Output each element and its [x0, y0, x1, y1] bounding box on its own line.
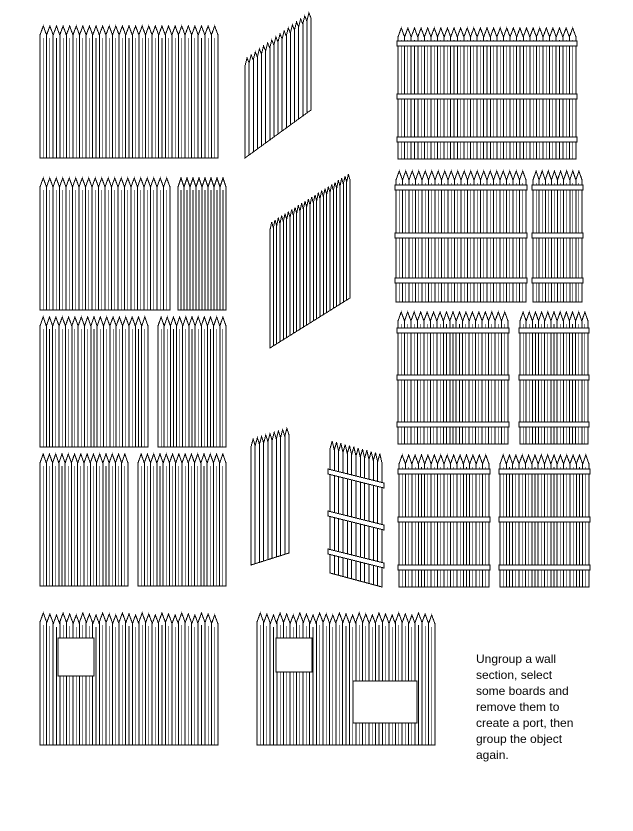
cross-rail — [519, 422, 589, 427]
cross-rail — [532, 233, 583, 238]
cross-rail — [397, 328, 509, 333]
cross-rail — [532, 278, 583, 283]
palisade-board — [278, 34, 282, 134]
cross-rail — [395, 278, 527, 283]
palisade-wall-rear-split — [532, 171, 583, 302]
palisade-board — [286, 28, 290, 128]
palisade-board — [299, 19, 303, 119]
palisade-wall-rear-split — [499, 455, 590, 587]
palisade-wall-split-two-sections — [40, 178, 170, 310]
palisade-wall-skewed — [328, 441, 384, 587]
palisade-board — [251, 439, 255, 565]
cross-rail — [499, 517, 590, 522]
instruction-line: create a port, then — [476, 716, 574, 730]
palisade-wall-split-two-sections — [40, 454, 128, 586]
cross-rail — [397, 375, 509, 380]
cross-rail — [397, 41, 577, 46]
palisade-wall-rear-split — [397, 312, 509, 444]
palisade-wall-rear-split — [398, 455, 490, 587]
palisade-wall-skewed — [251, 428, 289, 565]
palisade-board — [268, 434, 272, 560]
cross-rail — [398, 565, 490, 570]
palisade-board — [307, 13, 311, 113]
palisade-wall-rear-split — [519, 312, 589, 444]
instruction-line: some boards and — [476, 684, 569, 698]
palisade-board — [266, 43, 270, 143]
cross-rail — [395, 233, 527, 238]
port-opening — [353, 681, 417, 723]
cross-rail — [398, 517, 490, 522]
palisade-board — [282, 31, 286, 131]
cross-rail — [395, 185, 527, 190]
palisade-wall-split-two-sections — [138, 454, 226, 586]
cross-rail — [397, 422, 509, 427]
palisade-board — [295, 22, 299, 122]
palisade-board — [249, 55, 253, 155]
instruction-line: section, select — [476, 668, 553, 682]
cross-rail — [398, 469, 490, 474]
palisade-board — [281, 430, 285, 556]
palisade-board — [253, 52, 257, 152]
palisade-board — [276, 431, 280, 557]
cross-rail — [519, 375, 589, 380]
cross-rail — [397, 94, 577, 99]
palisade-wall-split-two-sections — [158, 317, 226, 447]
palisade-board — [259, 436, 263, 562]
palisade-board — [347, 174, 350, 300]
palisade-board — [245, 58, 249, 158]
palisade-wall-rear-with-rails — [397, 28, 577, 159]
palisade-wall-perspective — [270, 174, 350, 348]
palisade-wall-front — [40, 26, 218, 158]
palisade-wall-split-two-sections — [178, 178, 226, 310]
instruction-line: group the object — [476, 732, 563, 746]
palisade-wall-rear-split — [395, 171, 527, 302]
palisade-board — [285, 428, 289, 554]
palisade-wall-split-two-sections — [40, 317, 148, 447]
palisade-board — [262, 46, 266, 146]
cross-rail — [499, 565, 590, 570]
cross-rail — [519, 328, 589, 333]
cross-rail — [499, 469, 590, 474]
palisade-board — [255, 438, 259, 564]
cross-rail — [532, 185, 583, 190]
palisade-board — [272, 432, 276, 558]
port-opening — [58, 638, 94, 676]
port-opening — [276, 638, 312, 672]
instruction-line: Ungroup a wall — [476, 652, 557, 666]
instruction-line: remove them to — [476, 700, 560, 714]
palisade-board — [257, 49, 261, 149]
palisade-wall-with-two-ports — [257, 613, 435, 745]
cross-rail — [397, 137, 577, 142]
palisade-board — [274, 37, 278, 137]
instruction-line: again. — [476, 748, 509, 762]
palisade-board — [270, 40, 274, 140]
palisade-wall-skewed — [245, 13, 311, 158]
instruction-text — [476, 651, 616, 763]
palisade-board — [264, 435, 268, 561]
palisade-board — [303, 16, 307, 116]
palisade-board — [290, 25, 294, 125]
palisade-wall-with-port — [40, 613, 218, 745]
